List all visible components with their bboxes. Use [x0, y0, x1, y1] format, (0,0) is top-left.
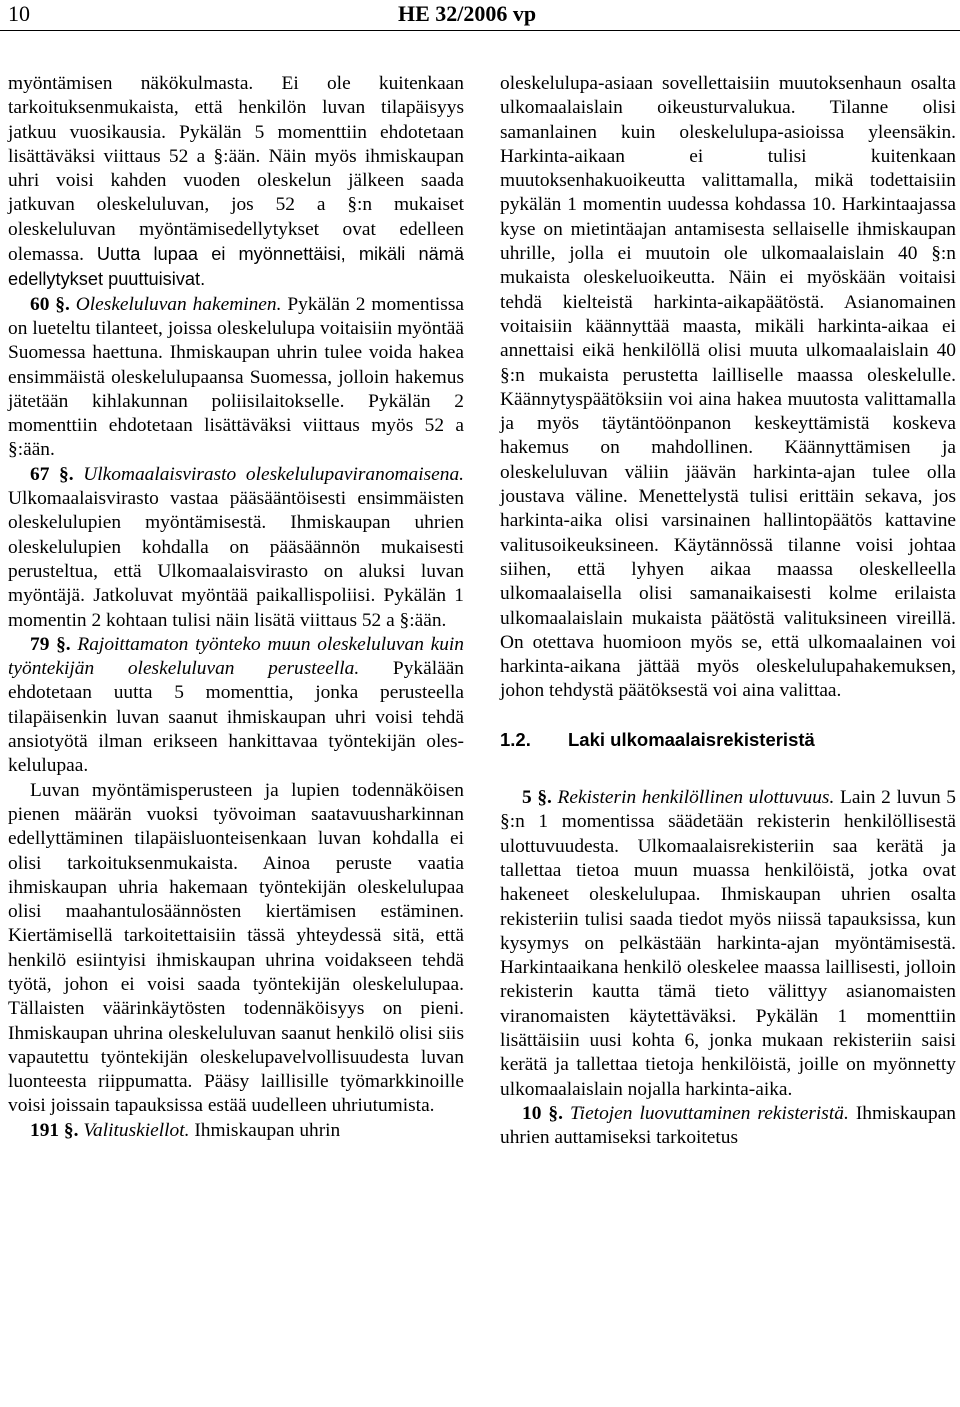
section-79: [8, 633, 464, 779]
section-title: Rekisterin henkilöllinen ulottuvuus.: [557, 787, 835, 809]
subsection-heading: [500, 728, 956, 752]
section-191: [8, 1119, 464, 1143]
section-10: [500, 1102, 956, 1151]
header-rule: [0, 30, 960, 31]
paragraph-continuation: oleskelulupa-asiaan sovellettaisiin muutoksenhaun osalta ulkomaalaislain oikeusturvalukua. Tilanne olisi samanlainen kuin oleskelulupa-asioissa yleensäkin. Harkinta-aikaan ei tulisi kuitenkaan muutoksenhakuoikeutta valittamalla, mikä todettaisiin pykälän 1 momentin uudessa kohdassa 10. Harkintaajassa kyse on mietintäajan antamisesta sellaiselle ihmiskaupan uhrille, jolla ei muutoin ole ulkomaalaislain 40 §:n mukaista oleskeluoikeutta. Näin ei myöskään voitaisi tehdä kielteistä harkinta-aikapäätöstä. Asianomainen voitaisiin käännyttää maasta, mikäli harkinta-aikaa ei annettaisi eikä henkilöllä olisi muuta ulkomaalaislain 40 §:n mukaista perustetta lailliselle maassa oleskelulle. Käännytyspäätöksiin voi aina hakea muutosta valittamalla ja myös täytäntöönpanon keskeyttämistä koskeva hakemus on mahdollinen. Käännyttämisen ja oleskeluluvan väliin jäävän harkinta-ajan tulee olla joustava väline. Menettelystä tulisi erittäin sekava, jos harkinta-aika olisi varsinainen hallintopäätös kattavine valitusoikeuksineen. Käytännössä tilanne voisi johtaa siihen, että lyhyen aikaa maassa oleskelleella ulkomaalaisella olisi samanaikaisesti kolme erilaista ulkomaalaislain mukaista päätöstä valituksineen vireillä. On otettava huomioon myös se, että ulkomaalainen voi harkinta-aikana jättää myös oleskelulupahakemuksen, johon tehdystä päätöksestä voi aina valittaa.: [500, 73, 956, 702]
section-number: 79 §.: [30, 633, 71, 655]
section-number: 5 §.: [522, 787, 552, 809]
section-text: Ihmiskaupan uhrin: [194, 1119, 341, 1141]
section-title: Ulkomaalaisvirasto oleskelulupaviranomaisena.: [83, 463, 464, 485]
sans-sentence: Uutta lupaa ei myönnettäisi, mikäli nämä edellytykset puuttuisivat.: [8, 244, 464, 290]
section-text: Pykälään ehdotetaan uutta 5 momenttia, jonka perusteella tilapäisenkin luvan saanut ihmiskaupan uhri voisi tehdä ansiotyötä ilman erikseen hankittavaa työntekijän oleskelulupaa.: [8, 658, 464, 777]
section-title: Tietojen luovuttaminen rekisteristä.: [569, 1102, 849, 1124]
section-text: Ihmiskaupan uhrien auttamiseksi tarkoitetus: [500, 1102, 956, 1149]
section-text: Ulkomaalaisvirasto vastaa pääsääntöisesti ensimmäisten oleskelulupien myöntämisestä. Ihmiskaupan uhrien oleskelulupien kohdalla on pääsäännön mukaisesti perusteltua, että Ulkomaalaisvirasto on aluksi luvan myöntäjä. Jatkoluvat myöntää paikallispoliisi. Pykälän 1 momentin 2 kohtaan tulisi näin lisätä viittaus 52 a §:ään.: [8, 488, 464, 631]
section-title: Rajoittamaton työnteko muun oleskeluluvan kuin työntekijän oleskeluluvan perusteella.: [8, 633, 464, 680]
section-5: [500, 786, 956, 1102]
heading-title: Laki ulkomaalaisrekisteristä: [568, 728, 815, 750]
section-number: 60 §.: [30, 293, 70, 315]
section-title: Valituskiellot.: [83, 1119, 190, 1141]
right-column: [500, 72, 956, 1150]
left-column: [8, 72, 464, 1143]
section-title: Oleskeluluvan hakeminen.: [75, 293, 282, 315]
paragraph-intro: myöntämisen näkökulmasta. Ei ole kuitenkaan tarkoituksenmukaista, että henkilön luvan tilapäisyys jatkuu vuosikausia. Pykälän 5 momenttiin ehdotetaan lisättäväksi viittaus 52 a §:ään. Näin myös ihmiskaupan uhri voisi kahden vuoden oleskelun jälkeen saada jatkuvan oleskeluluvan, jos 52 a §:n mukaiset oleskeluluvan myöntämisedellytykset ovat edelleen olemassa. Uutta lupaa ei myönnettäisi, mikäli nämä edellytykset puuttuisivat.: [8, 73, 464, 290]
section-number: 191 §.: [30, 1119, 79, 1141]
section-67: [8, 463, 464, 633]
heading-number: 1.2.: [500, 728, 531, 750]
section-number: 67 §.: [30, 463, 74, 485]
page-header: [0, 0, 960, 30]
paragraph-luvan: Luvan myöntämisperusteen ja lupien todennäköisen pienen määrän vuoksi työvoiman saatavuusharkinnan edellyttäminen tilapäisluonteisenkaan luvan kohdalla ei olisi tarkoituksenmukaista. Ainoa peruste vaatia ihmiskaupan uhria hakemaan työntekijän oleskelulupaa olisi maahantulosäännösten kiertämisen estäminen. Kiertämisellä tarkoitettaisiin tässä yhteydessä sitä, että henkilö esiintyisi ihmiskaupan uhrina voidakseen tehdä työtä, johon ei voisi saada työntekijän oleskelulupaa. Tällaisten väärinkäytösten todennäköisyys on pieni. Ihmiskaupan uhrina oleskeluluvan saanut henkilö olisi siis vapautettu työntekijän oleskelupavelvollisuudesta luvan luonteesta riippumatta. Pääsy laillisille työmarkkinoille voisi joissain tapauksissa estää uudelleen uhriutumista.: [8, 779, 464, 1117]
page-number: 10: [8, 1, 30, 26]
section-60: [8, 293, 464, 463]
document-id: HE 32/2006 vp: [398, 1, 537, 26]
section-text: Pykälän 2 momentissa on lueteltu tilanteet, joissa oleskelulupa voitaisiin myöntää Suomessa haettuna. Ihmiskaupan uhrin tulee voida hakea ensimmäistä oleskelulupaansa Suomessa, jolloin hakemus jätetään kihlakunnan poliisilaitokselle. Pykälän 2 momenttiin ehdotetaan lisättäväksi viittaus myös 52 a §:ään.: [8, 293, 465, 461]
section-number: 10 §.: [522, 1102, 563, 1124]
section-text: Lain 2 luvun 5 §:n 1 momentissa säädetään rekisterin henkilöllisestä ulottuvuudesta. Ulkomaalaisrekisteriin saa kerätä ja tallettaa tietoa muun muassa henkilöistä, jotka ovat hakeneet oleskelulupaa. Ihmiskaupan uhrien osalta rekisteriin tulisi saada tiedot myös niissä tapauksissa, kun kysymys on pelkästään harkinta-ajan myöntämisestä. Harkintaaikana henkilö oleskelee maassa laillisesti, jolloin rekisterin kautta tämä tieto välittyy asianomaisten viranomaisten käytettäväksi. Pykälän 1 momenttiin lisättäisiin uusi kohta 6, jonka mukaan rekisteriin saisi kerätä ja tallettaa tietoja henkilöistä, joille on myönnetty ulkomaalaislain nojalla harkinta-aika.: [500, 787, 957, 1100]
